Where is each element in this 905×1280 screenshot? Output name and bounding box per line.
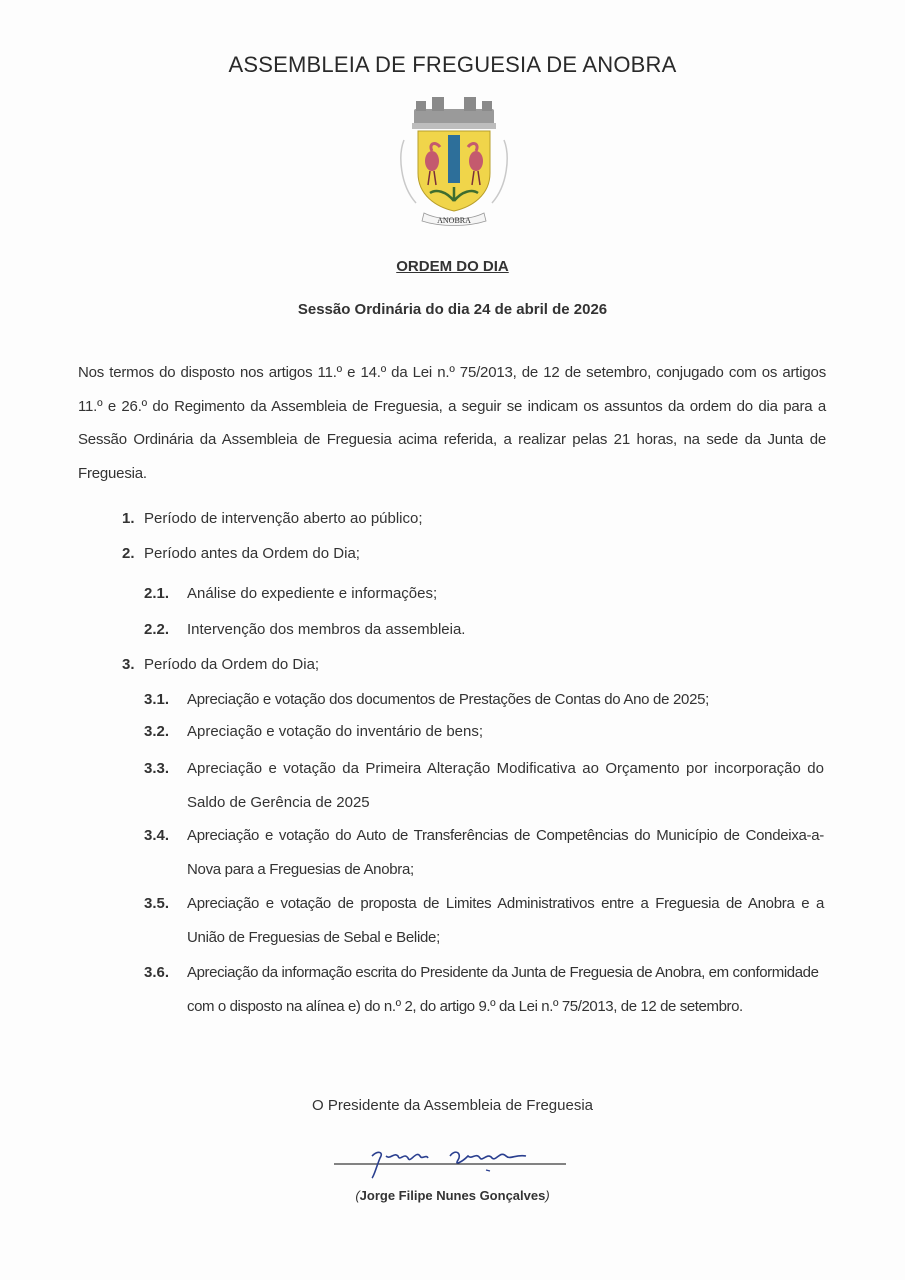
handwritten-signature-icon xyxy=(330,1138,570,1180)
coat-of-arms-icon xyxy=(396,95,512,227)
svg-text:ANOBRA: ANOBRA xyxy=(437,216,471,225)
signatory-role: O Presidente da Assembleia de Freguesia xyxy=(312,1097,593,1114)
intro-paragraph: Nos termos do disposto nos artigos 11.º e 14.º da Lei n.º 75/2013, de 12 de setembro, conjugado com os artigos 11.º e 26.º do Regimento da Assembleia de Freguesia, a seguir se indicam os assuntos da ordem do dia para a Sessão Ordinária da Assembleia de Freguesia acima referida, a realizar pelas 21 horas, na sede da Junta de Freguesia. xyxy=(78,364,826,482)
signatory-name: (Jorge Filipe Nunes Gonçalves) xyxy=(355,1188,550,1203)
document-page: ASSEMBLEIA DE FREGUESIA DE ANOBRA ANOBRA ORDEM DO DIA Sessão Ordinária do dia 24 de abril de 2026 Nos termos do disposto nos artigos 11.º e 14.º da Lei n.º 75/2013, de 12 de setembro, conjugado com os artigos 11.º e 26.º do Regimento da Assembleia de Freguesia, a seguir se indicam os assuntos da ordem do dia para a Sessão Ordinária da Assembleia de Freguesia acima referida, a realizar pelas 21 horas, na sede da Junta de Freguesia. 1. Período de intervenção aberto ao público; 2. Período antes da Ordem do Dia; 2.1. Análise do expediente e informações; 2.2. Intervenção dos membros da assembleia. 3. Período da Ordem do Dia; 3.1. Apreciação e votação dos documentos de Prestações de Contas do Ano de 2025; 3.2. Apreciação e votação do inventário de bens; 3.3. Apreciação e votação da Primeira Alteração Modificativa ao Orçamento por incorporação do Saldo de Gerência de 2025 3.4. Apreciação e votação do Auto de Transferências de Competências do Município de Condeixa-a-Nova para a Freguesias de Anobra; 3.5. Apreciação e votação de proposta de Limites Administrativos entre a Freguesia de Anobra e a União de Freguesias de Sebal e Belide; 3.6. Apreciação da informação escrita do Presidente da Junta de Freguesia de Anobra, em conformidade com o disposto na alínea e) do n.º 2, do artigo 9.º da Lei n.º 75/2013, de 12 de setembro. O Presidente da Assembleia de Freguesia (Jorge Filipe Nunes Gonçalves) xyxy=(0,0,905,1280)
document-heading: ORDEM DO DIA xyxy=(396,258,509,275)
session-date: Sessão Ordinária do dia 24 de abril de 2026 xyxy=(297,301,608,318)
page-title: ASSEMBLEIA DE FREGUESIA DE ANOBRA xyxy=(228,52,677,77)
